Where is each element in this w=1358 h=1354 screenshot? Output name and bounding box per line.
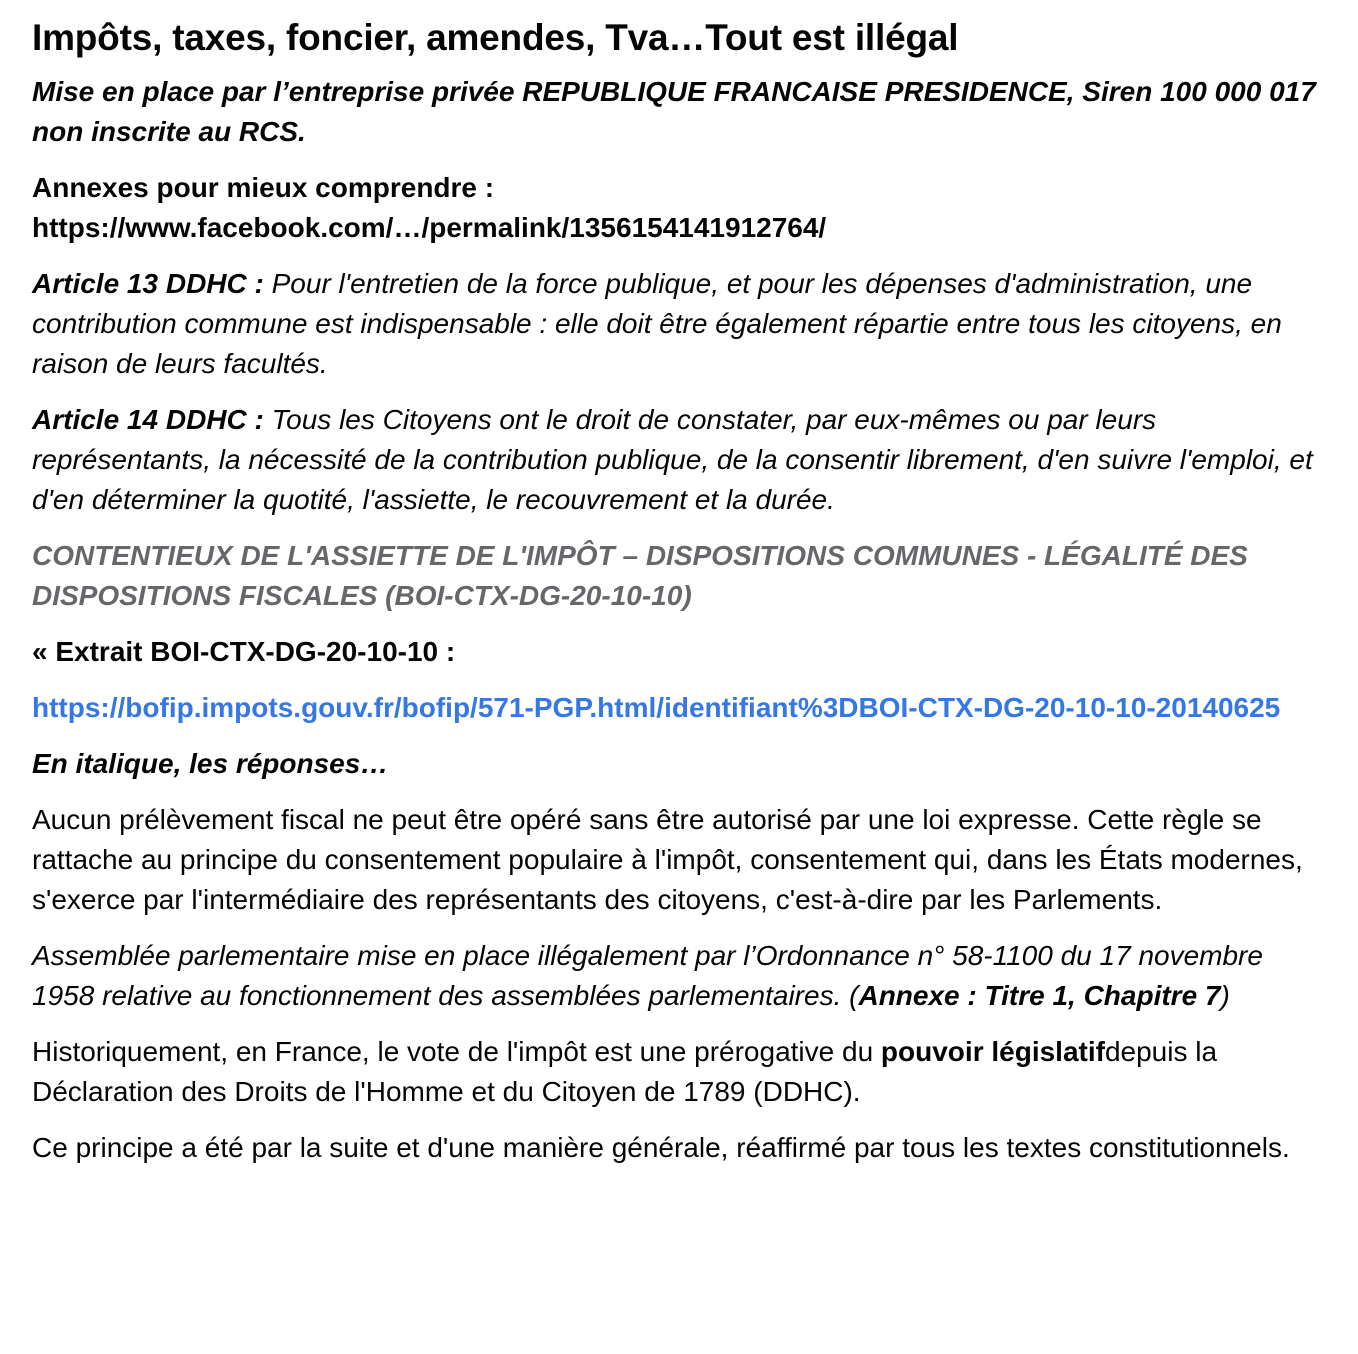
body-paragraph-4: Ce principe a été par la suite et d'une manière générale, réaffirmé par tous les textes constitutionnels. <box>32 1132 1290 1163</box>
annexes-link[interactable]: https://www.facebook.com/…/permalink/1356154141912764/ <box>32 212 827 243</box>
article-14-paragraph <box>32 400 1330 520</box>
article-14-text: Tous les Citoyens ont le droit de constater, par eux-mêmes ou par leurs représentants, la nécessité de la contribution publique, de la consentir librement, d'en suivre l'emploi, et d'en déterminer la quotité, l'assiette, le recouvrement et la durée. <box>32 404 1313 515</box>
bofip-paragraph <box>32 688 1330 728</box>
italic-note: En italique, les réponses… <box>32 748 389 779</box>
ordonnance-text: Assemblée parlementaire mise en place illégalement par l’Ordonnance n° 58-1100 du 17 novembre 1958 relative au fonctionnement des assemblées parlementaires. ( <box>32 940 1263 1011</box>
body-paragraph-1: Aucun prélèvement fiscal ne peut être opéré sans être autorisé par une loi expresse. Cette règle se rattache au principe du consentement populaire à l'impôt, consentement qui, dans les États modernes, s'exerce par l'intermédiaire des représentants des citoyens, c'est-à-dire par les Parlements. <box>32 804 1303 915</box>
annexes-label: Annexes pour mieux comprendre : <box>32 172 495 203</box>
extrait-label: « Extrait BOI-CTX-DG-20-10-10 : <box>32 636 456 667</box>
article-13-text: Pour l'entretien de la force publique, et pour les dépenses d'administration, une contribution commune est indispensable : elle doit être également répartie entre tous les citoyens, en raison de leurs facultés. <box>32 268 1282 379</box>
annexes-paragraph <box>32 168 1330 248</box>
section-heading: CONTENTIEUX DE L'ASSIETTE DE L'IMPÔT – DISPOSITIONS COMMUNES - LÉGALITÉ DES DISPOSITIONS FISCALES (BOI-CTX-DG-20-10-10) <box>32 540 1248 611</box>
intro-text: Mise en place par l’entreprise privée REPUBLIQUE FRANCAISE PRESIDENCE, Siren 100 000 017 non inscrite au RCS. <box>32 76 1316 147</box>
article-13-label: Article 13 DDHC : <box>32 268 264 299</box>
italic-note-paragraph <box>32 744 1330 784</box>
article-14-label: Article 14 DDHC : <box>32 404 264 435</box>
section-heading-paragraph <box>32 536 1330 616</box>
post-title: Impôts, taxes, foncier, amendes, Tva…Tout est illégal <box>32 17 959 58</box>
body-paragraph-3 <box>32 1032 1330 1112</box>
article-13-paragraph <box>32 264 1330 384</box>
intro-paragraph <box>32 72 1330 152</box>
body-paragraph-2 <box>32 936 1330 1016</box>
closing-paren: ) <box>1220 980 1230 1011</box>
bofip-link[interactable]: https://bofip.impots.gouv.fr/bofip/571-PGP.html/identifiant%3DBOI-CTX-DG-20-10-10-20140625 <box>32 692 1281 723</box>
pouvoir-legislatif: pouvoir législatif <box>880 1036 1105 1067</box>
annexe-reference: Annexe : Titre 1, Chapitre 7 <box>858 980 1221 1011</box>
history-text-start: Historiquement, en France, le vote de l'impôt est une prérogative du <box>32 1036 881 1067</box>
extrait-paragraph <box>32 632 1330 672</box>
history-text-end: depuis la Déclaration des Droits de l'Homme et du Citoyen de 1789 (DDHC). <box>32 1036 1218 1107</box>
